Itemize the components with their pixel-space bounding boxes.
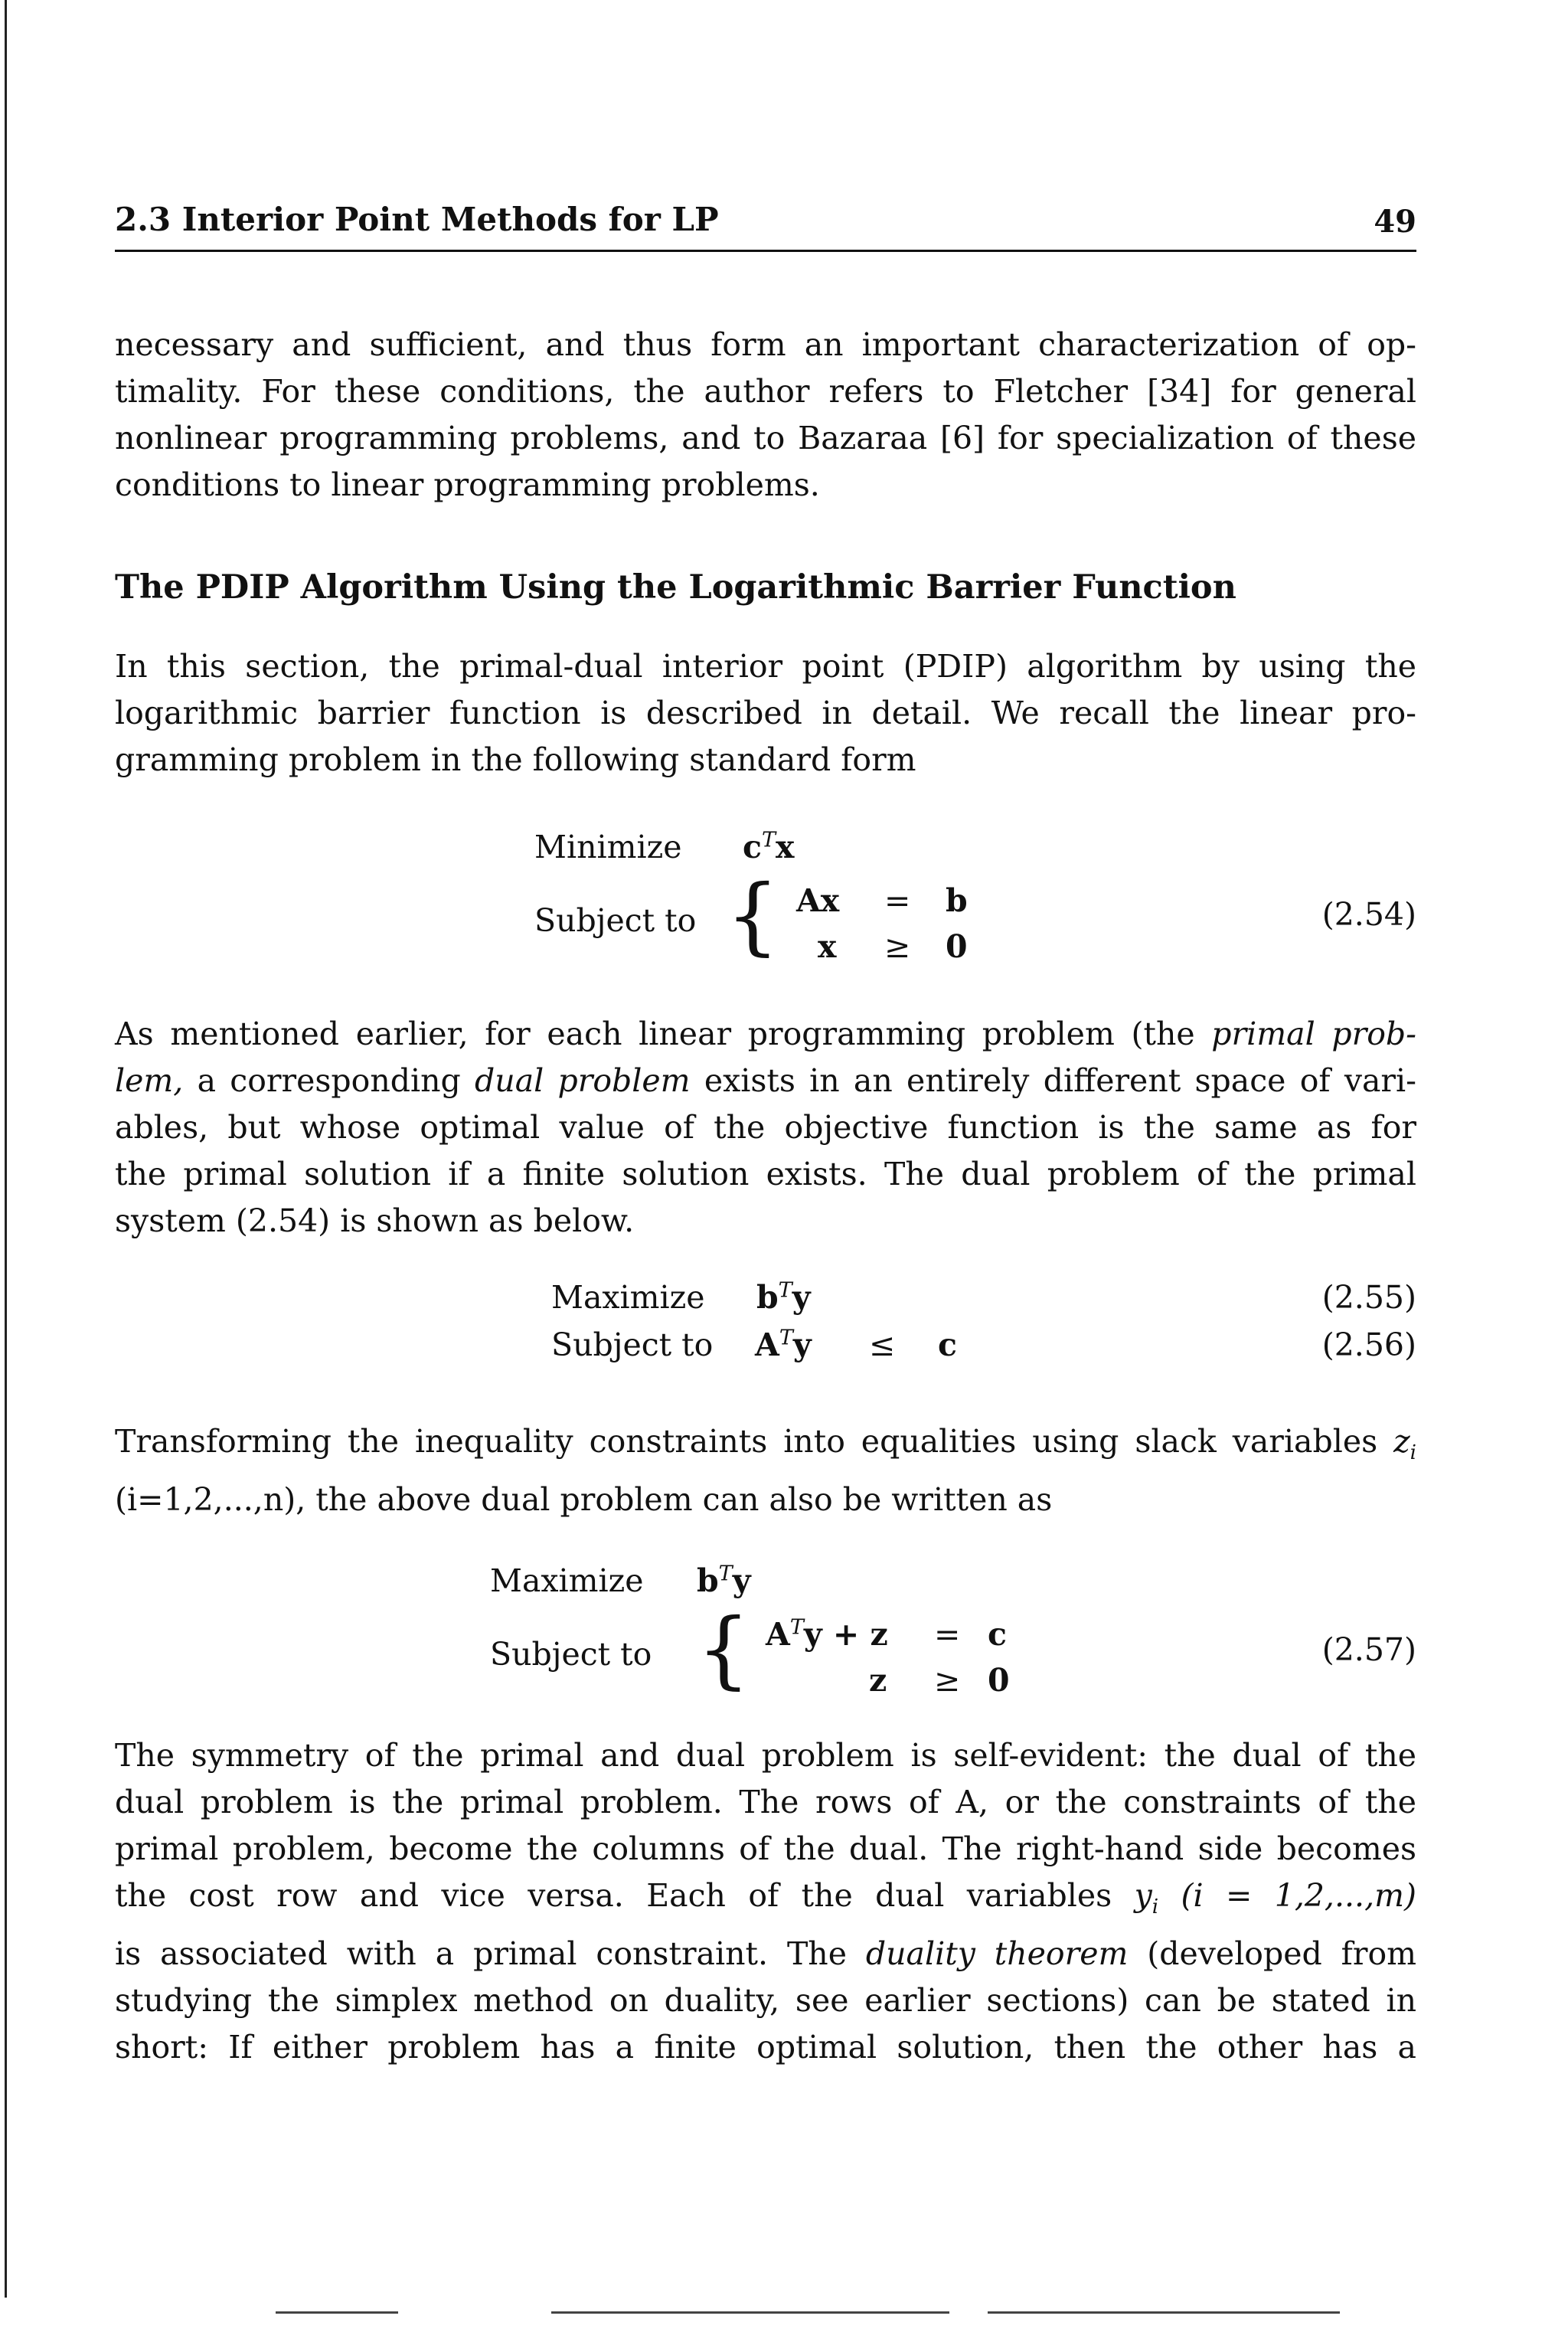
row1-rhs: b — [946, 882, 968, 919]
text-line: The symmetry of the primal and dual problem is self-evident: the dual of the — [115, 1737, 1416, 1774]
term-lem: lem, — [115, 1062, 184, 1099]
equation-number: (2.56) — [1321, 1326, 1416, 1363]
text-line — [115, 1011, 1416, 1058]
equation-2-55-2-56 — [115, 1271, 1416, 1379]
header-rule — [115, 250, 1416, 252]
math-index-range: (i = 1,2,...,m) — [1158, 1877, 1416, 1914]
paragraph-symmetry — [115, 1732, 1416, 2071]
text-line — [115, 1418, 1416, 1477]
maximize-label: Maximize — [490, 1562, 644, 1599]
text-line — [115, 1931, 1416, 1977]
row2-relation: ≥ — [884, 928, 911, 965]
equation-2-57 — [115, 1555, 1416, 1723]
text-run: As mentioned earlier, for each linear programming problem (the — [115, 1016, 1212, 1052]
row1-rhs: c — [988, 1616, 1007, 1653]
text-line: timality. For these conditions, the author refers to Fletcher [34] for general — [115, 373, 1416, 410]
paragraph-optimality — [115, 322, 1416, 509]
equation-number: (2.55) — [1321, 1279, 1416, 1316]
text-run: (developed from — [1128, 1935, 1416, 1973]
objective-var: y — [732, 1562, 751, 1599]
objective-base: c — [743, 829, 762, 865]
objective-base: b — [756, 1279, 779, 1316]
equation-2-54 — [115, 819, 1416, 988]
equation-number: (2.54) — [1321, 896, 1416, 933]
text-line — [115, 1873, 1416, 1931]
lhs-sup: T — [779, 1326, 793, 1350]
lhs-var: y — [792, 1326, 812, 1363]
objective — [697, 1562, 751, 1599]
left-brace: { — [697, 1600, 750, 1698]
left-brace: { — [726, 866, 779, 964]
constraint-lhs — [755, 1326, 812, 1363]
scan-artifact-line — [551, 2311, 949, 2314]
row2-rhs: 0 — [988, 1662, 1010, 1699]
header-title: 2.3 Interior Point Methods for LP — [115, 201, 719, 238]
subject-to-label: Subject to — [490, 1636, 652, 1673]
term-dual-problem: dual problem — [475, 1062, 691, 1099]
text-line: system (2.54) is shown as below. — [115, 1202, 635, 1239]
objective-sup: T — [778, 1278, 792, 1303]
objective-var: y — [792, 1279, 811, 1316]
row1-lhs-sup: T — [789, 1615, 804, 1640]
objective-base: b — [697, 1562, 719, 1599]
text-run: exists in an entirely different space of vari- — [690, 1062, 1416, 1099]
text-line: nonlinear programming problems, and to Bazaraa [6] for specialization of these — [115, 420, 1416, 456]
row1-lhs-rest: y + z — [803, 1616, 888, 1653]
text-line: primal problem, become the columns of the dual. The right-hand side becomes — [115, 1830, 1416, 1867]
text-line: In this section, the primal-dual interior point (PDIP) algorithm by using the — [115, 648, 1416, 685]
row2-lhs: x — [818, 928, 837, 965]
row1-lhs-base: A — [766, 1616, 790, 1653]
scan-artifact-line — [988, 2311, 1340, 2314]
scan-artifact-line — [276, 2311, 398, 2314]
minimize-label: Minimize — [534, 829, 682, 865]
text-run: Transforming the inequality constraints into equalities using slack variables — [115, 1423, 1394, 1460]
text-run: the cost row and vice versa. Each of the dual variables — [115, 1877, 1135, 1914]
row1-lhs: Ax — [796, 882, 840, 919]
text-line: studying the simplex method on duality, see earlier sections) can be stated in — [115, 1982, 1416, 2020]
text-line: gramming problem in the following standard form — [115, 741, 916, 778]
constraint-rhs: c — [938, 1326, 957, 1363]
row2-rhs: 0 — [946, 928, 968, 965]
term-primal-problem: primal prob- — [1211, 1016, 1416, 1052]
math-var: z — [1393, 1423, 1410, 1460]
text-run: a corresponding — [183, 1062, 475, 1099]
text-line: short: If either problem has a finite optimal solution, then the other has a — [115, 2029, 1416, 2066]
text-line: logarithmic barrier function is described in detail. We recall the linear pro- — [115, 695, 1416, 731]
equation-number: (2.57) — [1321, 1631, 1416, 1668]
maximize-label: Maximize — [551, 1279, 705, 1316]
row1-relation: = — [934, 1616, 961, 1653]
math-var: y — [1134, 1877, 1152, 1914]
text-run: is associated with a primal constraint. The — [115, 1935, 866, 1973]
section-heading: The PDIP Algorithm Using the Logarithmic Barrier Function — [115, 568, 1236, 607]
row2-relation: ≥ — [934, 1662, 961, 1699]
objective — [756, 1279, 811, 1316]
objective-sup: T — [718, 1562, 733, 1586]
row1-lhs — [766, 1616, 888, 1653]
text-line: ables, but whose optimal value of the objective function is the same as for — [115, 1109, 1416, 1146]
lhs-base: A — [755, 1326, 779, 1363]
math-sub: i — [1410, 1441, 1416, 1465]
constraint-relation: ≤ — [869, 1326, 896, 1363]
row1-relation: = — [884, 882, 911, 919]
objective-var: x — [775, 829, 795, 865]
subject-to-label: Subject to — [534, 902, 697, 939]
running-header — [115, 201, 1416, 254]
text-line — [115, 1058, 1416, 1104]
paragraph-duality-intro — [115, 1011, 1416, 1245]
page — [115, 0, 1416, 2342]
page-number: 49 — [1374, 204, 1416, 240]
text-line: conditions to linear programming problems. — [115, 466, 820, 503]
objective-sup: T — [761, 828, 776, 852]
objective — [743, 829, 794, 865]
text-line: the primal solution if a finite solution exists. The dual problem of the primal — [115, 1156, 1416, 1192]
paragraph-intro-pdip — [115, 643, 1416, 783]
text-line: (i=1,2,...,n), the above dual problem can also be written as — [115, 1481, 1053, 1519]
text-line: necessary and sufficient, and thus form an important characterization of op- — [115, 326, 1416, 363]
text-line: dual problem is the primal problem. The rows of A, or the constraints of the — [115, 1784, 1416, 1820]
term-duality-theorem: duality theorem — [865, 1935, 1129, 1973]
math-sub: i — [1152, 1896, 1159, 1919]
row2-lhs: z — [869, 1662, 887, 1699]
page-edge-line — [5, 0, 7, 2298]
subject-to-label: Subject to — [551, 1326, 714, 1363]
paragraph-slack-variables — [115, 1418, 1416, 1523]
